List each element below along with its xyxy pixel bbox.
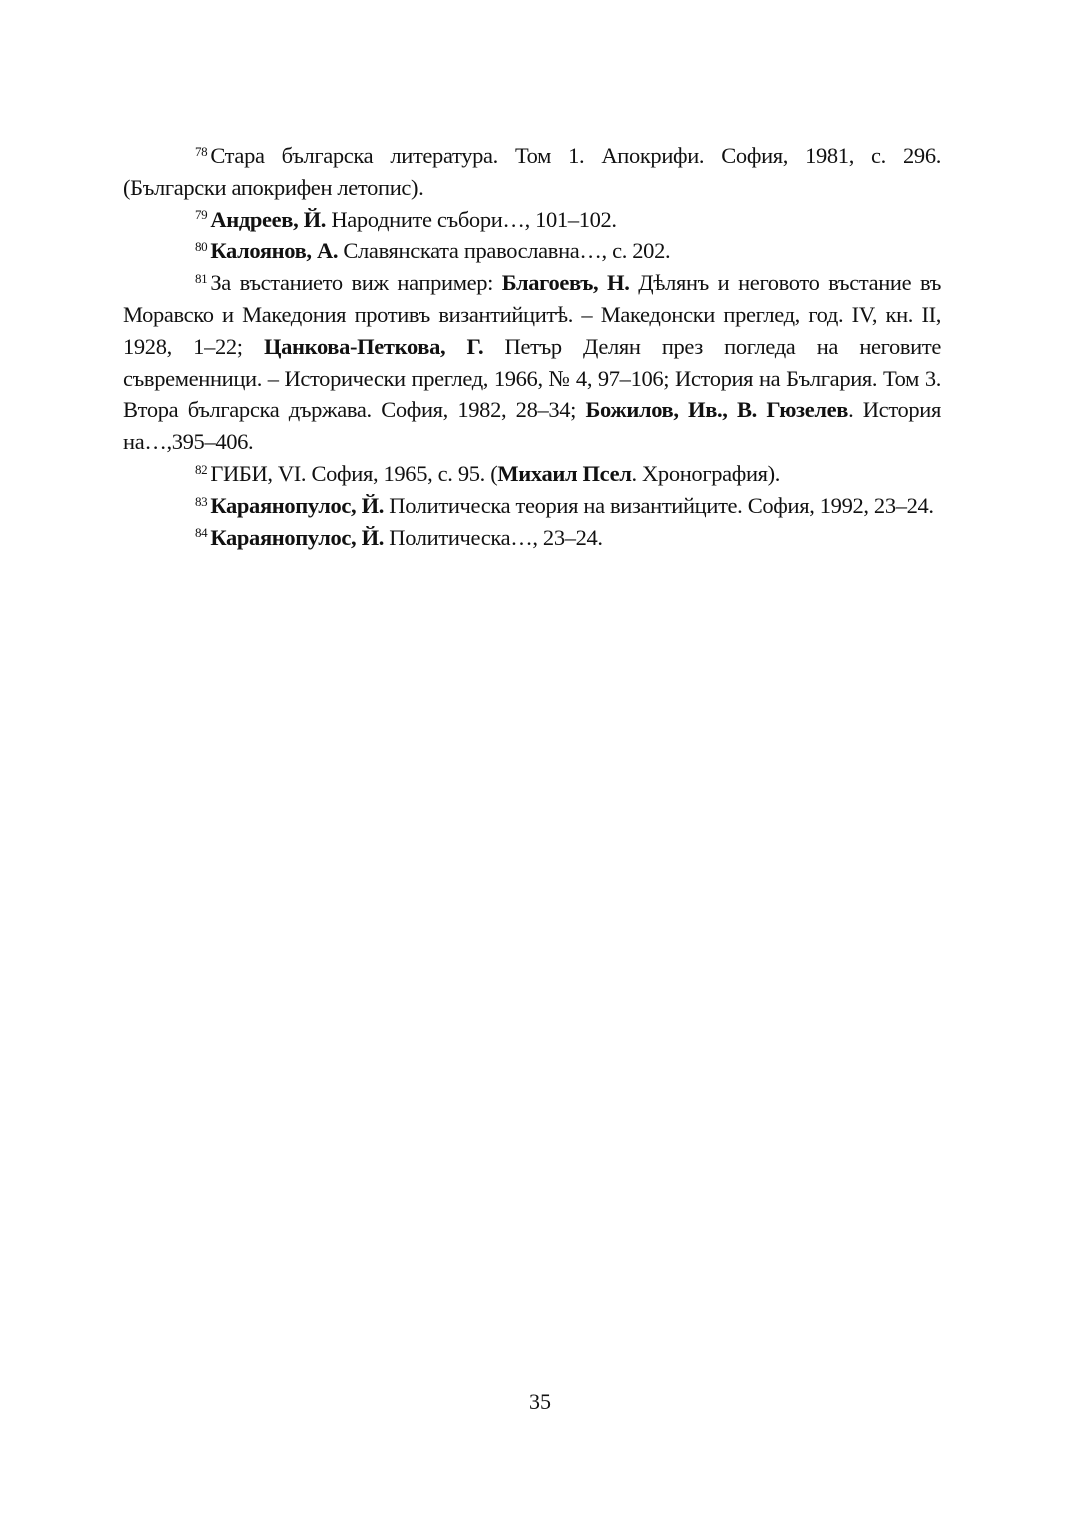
footnote-text: ГИБИ, VI. София, 1965, с. 95. (	[210, 460, 498, 486]
footnote-78	[123, 140, 941, 204]
footnote-number: 79	[195, 207, 208, 223]
footnote-author: Михаил Псел	[497, 460, 632, 486]
footnote-number: 83	[195, 493, 208, 509]
footnote-text: Славянската православна…, с. 202.	[338, 238, 671, 264]
footnote-81	[123, 267, 941, 458]
footnote-number: 84	[195, 525, 208, 541]
footnote-text: Стара българска литература. Том 1. Апокрифи. София, 1981, с. 296. (Български апокрифен летопис).	[123, 143, 941, 200]
footnote-text: Политическа теория на византийците. София, 1992, 23–24.	[384, 492, 934, 518]
footnote-80	[123, 235, 941, 267]
footnote-author: Караянопулос, Й.	[210, 524, 385, 550]
footnotes-section	[123, 140, 941, 553]
footnote-number: 80	[195, 239, 208, 255]
footnote-83	[123, 490, 941, 522]
footnote-number: 78	[195, 143, 208, 159]
footnote-text: . История на…,395–406.	[123, 397, 941, 455]
footnote-text: . Хронография).	[631, 460, 781, 486]
footnote-79	[123, 204, 941, 236]
footnote-text: Петър Делян през погледа на неговите съвременници. – Исторически преглед, 1966, № 4, 97–106; История на България. Том 3. Втора българска държава. София, 1982, 28–34;	[123, 333, 941, 423]
footnote-text: Дѣлянъ и неговото въстание въ Моравско и Македония противъ византийцитѣ. – Македонски преглед, год. IV, кн. II, 1928, 1–22;	[123, 270, 942, 359]
footnote-author: Караянопулос, Й.	[210, 492, 385, 518]
footnote-84	[123, 522, 941, 554]
footnote-number: 81	[195, 271, 208, 287]
footnote-text: За въстанието виж например:	[210, 270, 502, 296]
footnote-author: Калоянов, А.	[210, 238, 339, 264]
footnote-number: 82	[195, 461, 208, 477]
footnote-text: Народните събори…, 101–102.	[326, 206, 617, 232]
footnote-author: Андреев, Й.	[210, 206, 327, 232]
footnote-author: Благоевъ, Н.	[501, 270, 630, 296]
footnote-author: Цанкова-Петкова, Г.	[263, 333, 484, 359]
footnote-author: Божилов, Ив., В. Гюзелев	[585, 397, 849, 423]
footnote-text: Политическа…, 23–24.	[384, 524, 603, 550]
footnote-82	[123, 458, 941, 490]
page-number: 35	[529, 1389, 551, 1414]
